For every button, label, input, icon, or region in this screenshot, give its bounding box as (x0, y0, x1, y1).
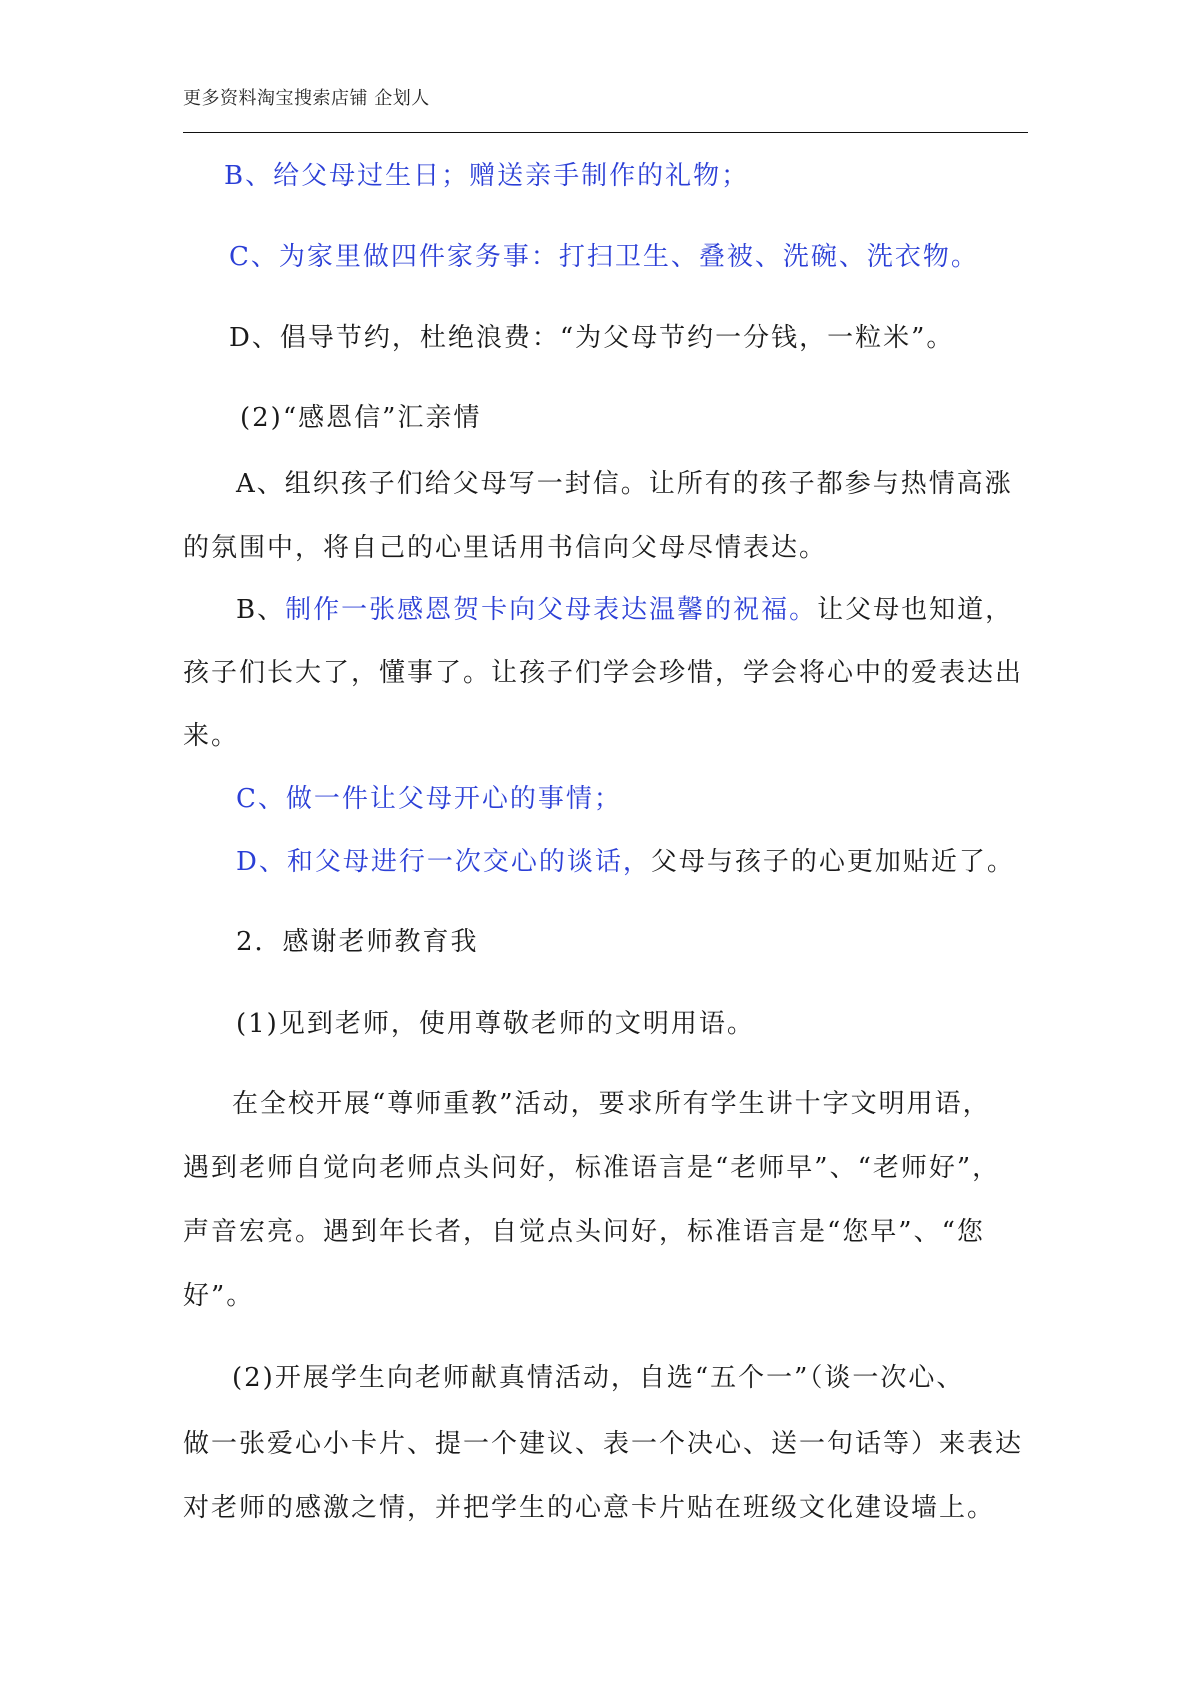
paragraph-five-ones-line2: 做一张爱心小卡片、提一个建议、表一个决心、送一句话等）来表达 (183, 1429, 1024, 1459)
item-b-marker: B、 (236, 595, 286, 625)
item-c-housework-lead: C、为家里做四件家务事： (229, 242, 559, 272)
section-heading-thank-teachers: 2．感谢老师教育我 (236, 927, 479, 957)
subheading-gratitude-letter: (2)“感恩信”汇亲情 (240, 403, 482, 433)
paragraph-b-line3: 来。 (183, 721, 240, 751)
paragraph-five-ones-line1: (2)开展学生向老师献真情活动，自选“五个一”（谈一次心、 (232, 1363, 965, 1393)
paragraph-respect-line3: 声音宏亮。遇到年长者，自觉点头问好，标准语言是“您早”、“您 (183, 1217, 985, 1247)
item-d-heart-talk (236, 846, 1015, 878)
paragraph-respect-line1: 在全校开展“尊师重教”活动，要求所有学生讲十字文明用语， (232, 1089, 991, 1119)
subheading-polite-language: (1)见到老师，使用尊敬老师的文明用语。 (236, 1009, 755, 1039)
item-d-talk-rest: 父母与孩子的心更加贴近了。 (650, 847, 1015, 877)
paragraph-a-line2: 的氛围中，将自己的心里话用书信向父母尽情表达。 (183, 533, 828, 563)
item-d-talk-highlight: D、和父母进行一次交心的谈话， (236, 847, 651, 877)
paragraph-respect-line4: 好”。 (183, 1281, 255, 1311)
paragraph-five-ones-line3: 对老师的感激之情，并把学生的心意卡片贴在班级文化建设墙上。 (183, 1493, 996, 1523)
page-header: 更多资料淘宝搜索店铺 企划人 (183, 88, 430, 109)
item-c-happy-thing: C、做一件让父母开心的事情； (236, 784, 622, 814)
paragraph-respect-line2: 遇到老师自觉向老师点头问好，标准语言是“老师早”、“老师好”， (183, 1153, 1001, 1183)
item-b-card-highlight: 制作一张感恩贺卡向父母表达温馨的祝福。 (285, 595, 818, 625)
paragraph-b-line2: 孩子们长大了，懂事了。让孩子们学会珍惜，学会将心中的爱表达出 (183, 658, 1024, 688)
header-divider (183, 132, 1028, 133)
paragraph-b-line1 (236, 594, 1013, 626)
item-b-birthday: B、给父母过生日；赠送亲手制作的礼物； (224, 161, 750, 191)
item-c-housework (229, 241, 979, 273)
item-b-card-rest: 让父母也知道， (817, 595, 1014, 625)
item-c-housework-detail: 打扫卫生、叠被、洗碗、洗衣物。 (558, 242, 979, 272)
paragraph-a-line1: A、组织孩子们给父母写一封信。让所有的孩子都参与热情高涨 (236, 469, 1013, 499)
item-d-thrift: D、倡导节约，杜绝浪费：“为父母节约一分钱，一粒米”。 (229, 323, 955, 353)
